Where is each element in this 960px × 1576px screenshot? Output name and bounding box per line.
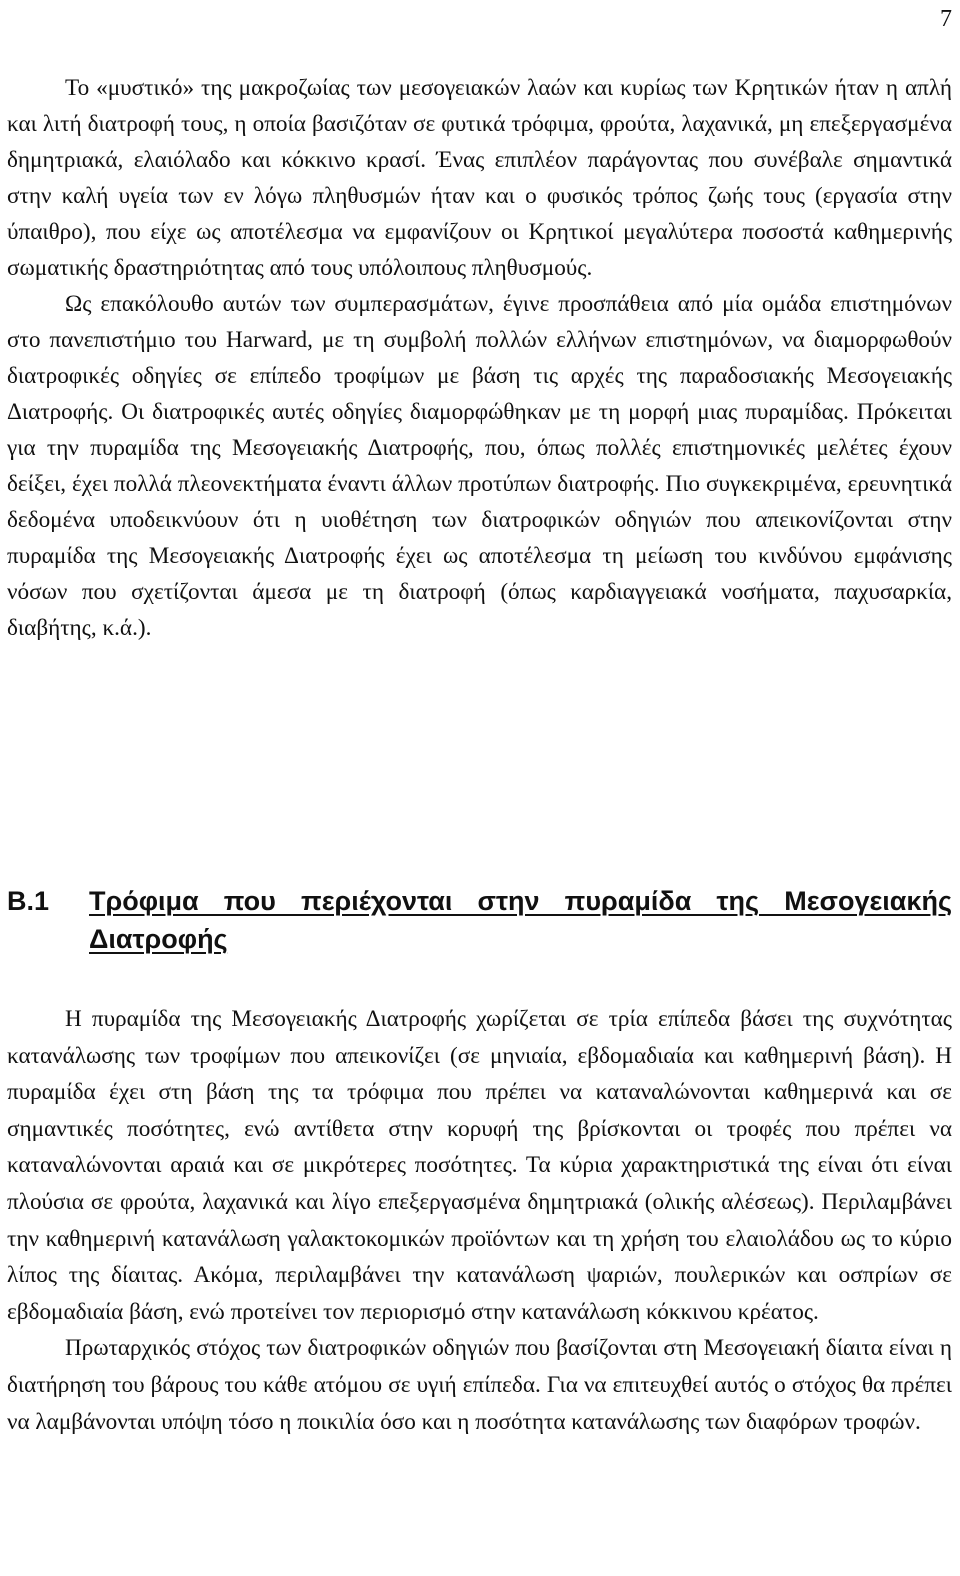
- intro-paragraph-2: Ως επακόλουθο αυτών των συμπερασμάτων, έγινε προσπάθεια από μία ομάδα επιστημόνων στο πανεπιστήμιο του Harward, με τη συμβολή πολλών ελλήνων επιστημόνων, να διαμορφωθούν διατροφικές οδηγίες σε επίπεδο τροφίμων με βάση τις αρχές της παραδοσιακής Μεσογειακής Διατροφής. Οι διατροφικές αυτές οδηγίες διαμορφώθηκαν με τη μορφή μιας πυραμίδας. Πρόκειται για την πυραμίδα της Μεσογειακής Διατροφής, που, όπως πολλές επιστημονικές μελέτες έχουν δείξει, έχει πολλά πλεονεκτήματα έναντι άλλων προτύπων διατροφής. Πιο συγκεκριμένα, ερευνητικά δεδομένα υποδεικνύουν ότι η υιοθέτηση των διατροφικών οδηγιών που απεικονίζονται στην πυραμίδα της Μεσογειακής Διατροφής έχει ως αποτέλεσμα τη μείωση του κινδύνου εμφάνισης νόσων που σχετίζονται άμεσα με τη διατροφή (όπως καρδιαγγειακά νοσήματα, παχυσαρκία, διαβήτης, κ.ά.).: [7, 291, 952, 641]
- page-number: 7: [940, 6, 952, 32]
- section-number: Β.1: [7, 886, 50, 916]
- section-heading: [7, 882, 952, 958]
- section-paragraph-2: Πρωταρχικός στόχος των διατροφικών οδηγιών που βασίζονται στη Μεσογειακή δίαιτα είναι η διατήρηση του βάρους του κάθε ατόμου σε υγιή επίπεδα. Για να επιτευχθεί αυτός ο στόχος θα πρέπει να λαμβάνονται υπόψη τόσο η ποικιλία όσο και η ποσότητα κατανάλωσης των διαφόρων τροφών.: [7, 1335, 952, 1435]
- intro-paragraph-1: Το «μυστικό» της μακροζωίας των μεσογειακών λαών και κυρίως των Κρητικών ήταν η απλή και λιτή διατροφή τους, η οποία βασιζόταν σε φυτικά τρόφιμα, φρούτα, λαχανικά, μη επεξεργασμένα δημητριακά, ελαιόλαδο και κόκκινο κρασί. Ένας επιπλέον παράγοντας που συνέβαλε σημαντικά στην καλή υγεία των εν λόγω πληθυσμών ήταν και ο φυσικός τρόπος ζωής τους (εργασία στην ύπαιθρο), που είχε ως αποτέλεσμα να εμφανίζουν οι Κρητικοί μεγαλύτερα ποσοστά καθημερινής σωματικής δραστηριότητας από τους υπόλοιπους πληθυσμούς.: [7, 75, 952, 281]
- section-title: Τρόφιμα που περιέχονται στην πυραμίδα της Μεσογειακής Διατροφής: [89, 886, 952, 954]
- section-paragraph-1: Η πυραμίδα της Μεσογειακής Διατροφής χωρίζεται σε τρία επίπεδα βάσει της συχνότητας κατανάλωσης των τροφίμων που απεικονίζει (σε μηνιαία, εβδομαδιαία και καθημερινή βάση). Η πυραμίδα έχει στη βάση της τα τρόφιμα που πρέπει να καταναλώνονται καθημερινά και σε σημαντικές ποσότητες, ενώ αντίθετα στην κορυφή της βρίσκονται οι τροφές που πρέπει να καταναλώνονται αραιά και σε μικρότερες ποσότητες. Τα κύρια χαρακτηριστικά της είναι ότι είναι πλούσια σε φρούτα, λαχανικά και λίγο επεξεργασμένα δημητριακά (ολικής αλέσεως). Περιλαμβάνει την καθημερινή κατανάλωση γαλακτοκομικών προϊόντων και τη χρήση του ελαιολάδου ως το κύριο λίπος της δίαιτας. Ακόμα, περιλαμβάνει την κατανάλωση ψαριών, πουλερικών και οσπρίων σε εβδομαδιαία βάση, ενώ προτείνει τον περιορισμό στην κατανάλωση κόκκινου κρέατος.: [7, 1006, 952, 1325]
- intro-text: [7, 70, 952, 646]
- section-text: [7, 1001, 952, 1440]
